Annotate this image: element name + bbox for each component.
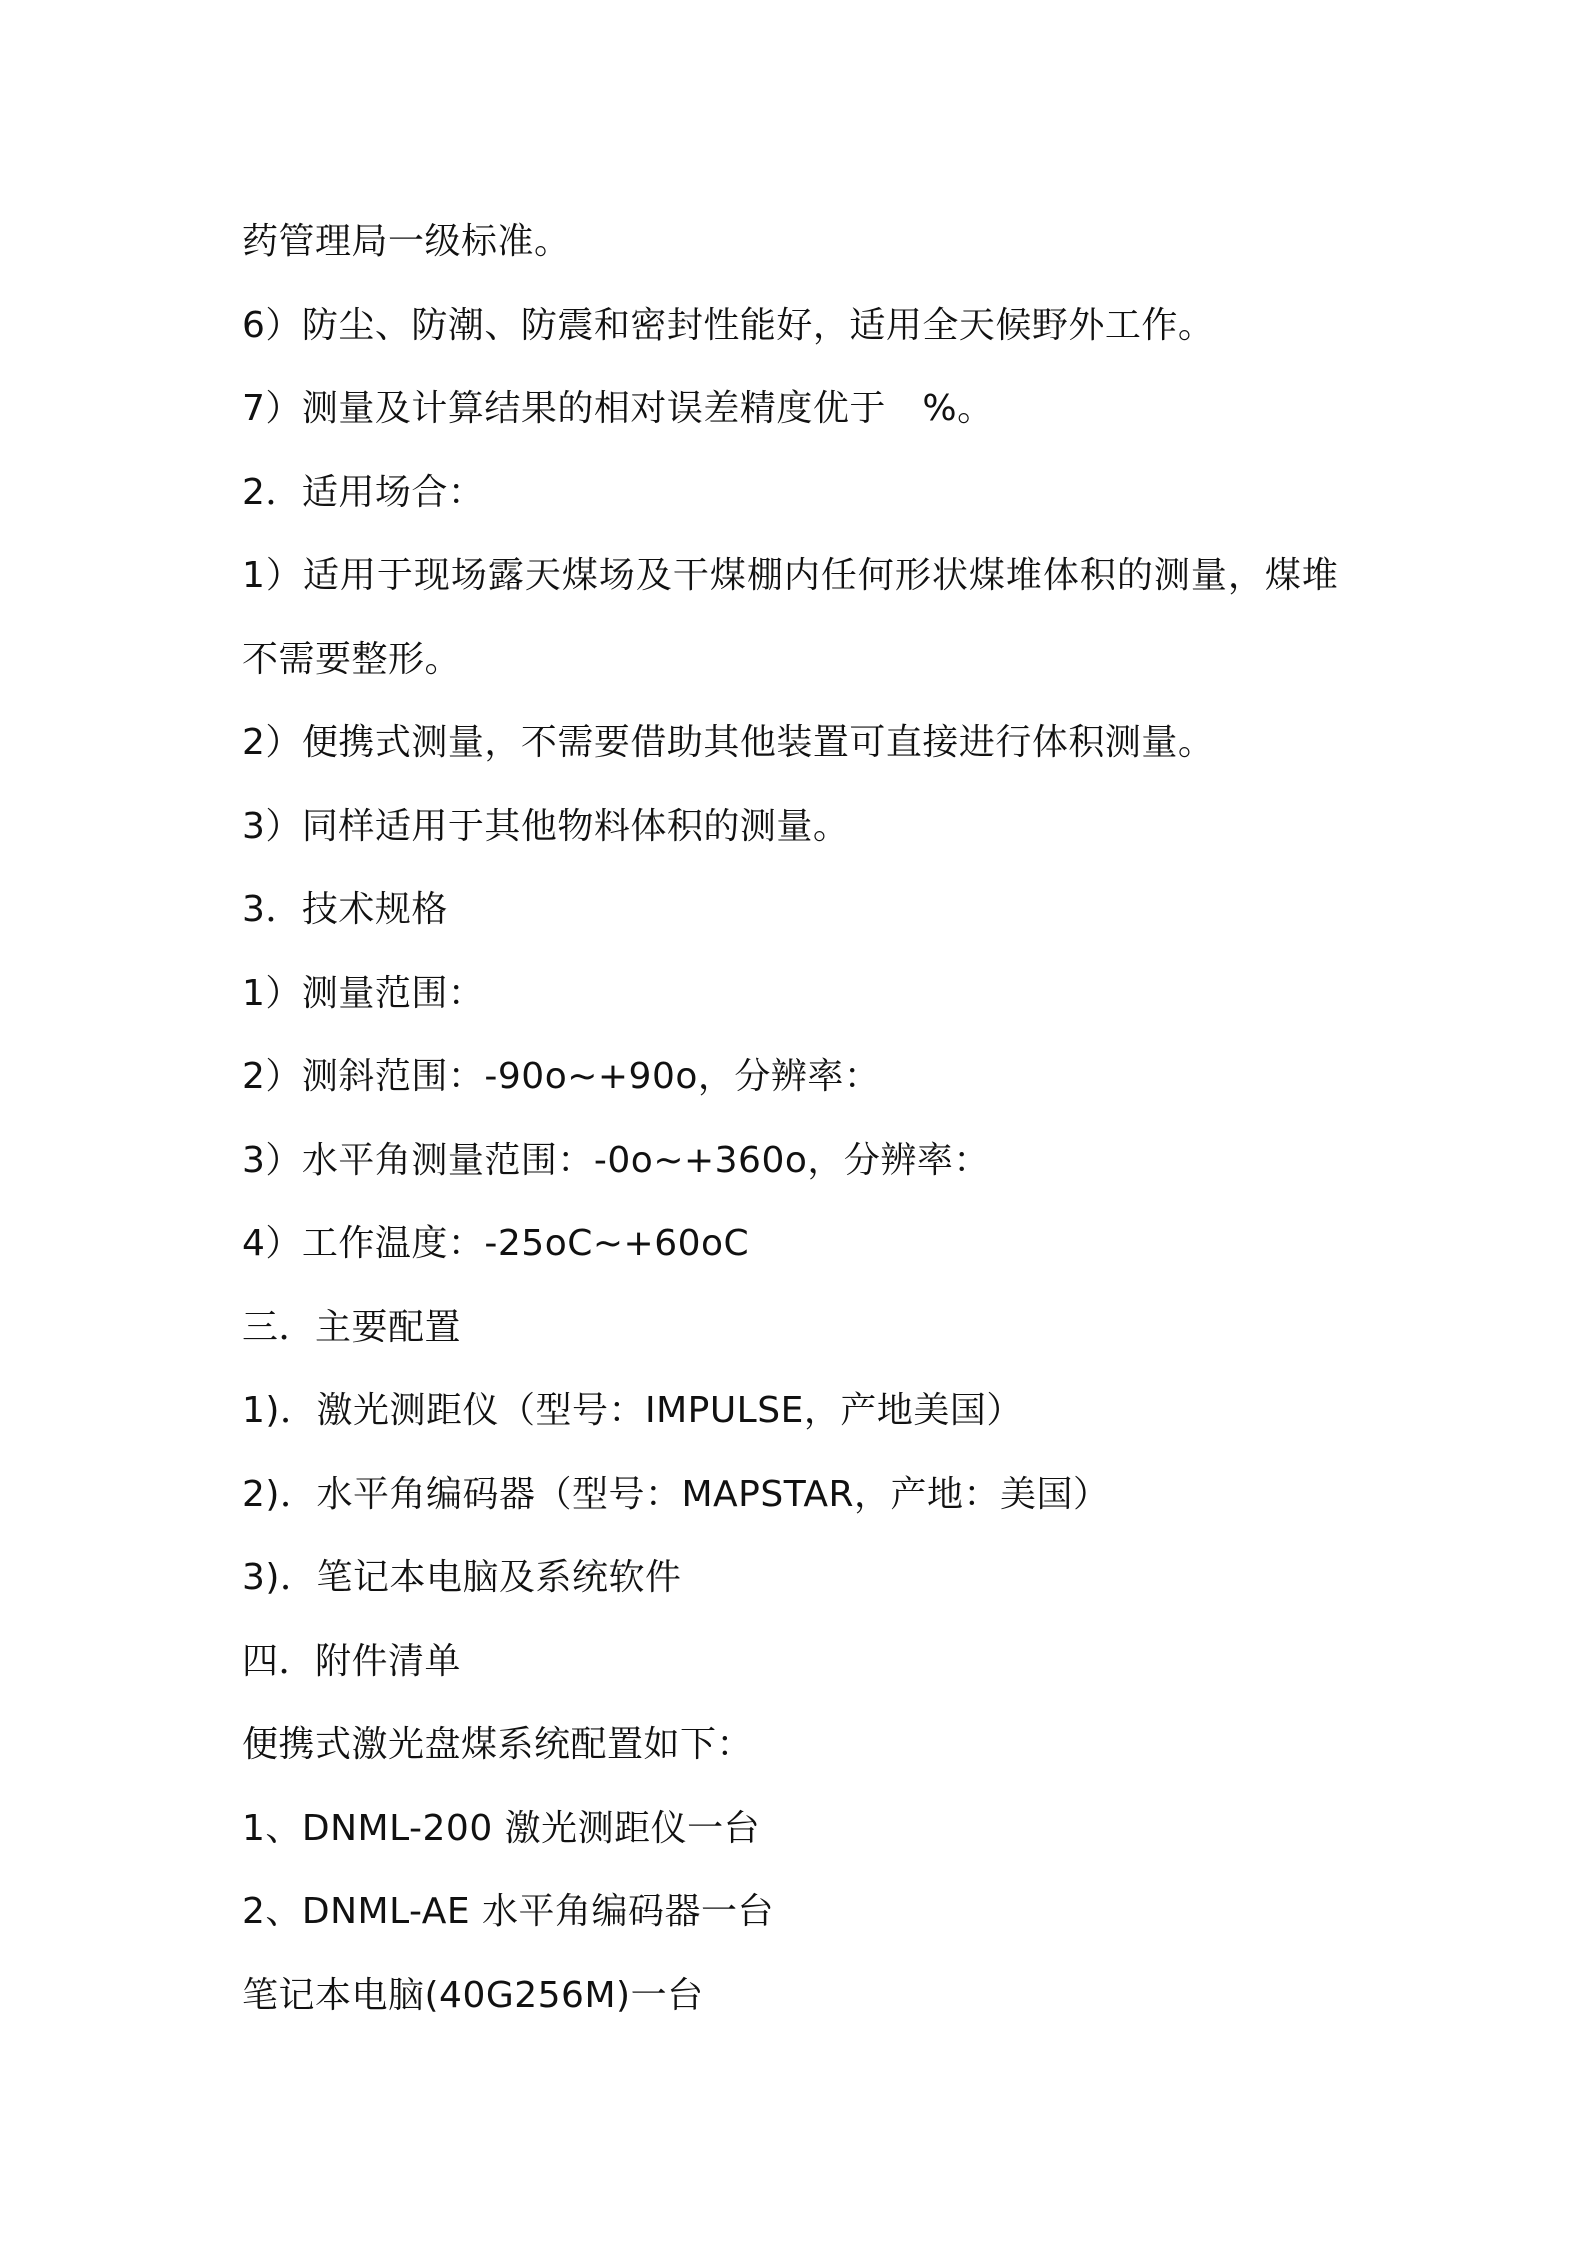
text-line: 1）适用于现场露天煤场及干煤棚内任何形状煤堆体积的测量，煤堆 (242, 555, 1339, 596)
text-line: 6）防尘、防潮、防震和密封性能好，适用全天候野外工作。 (242, 304, 1215, 346)
text-line: 7）测量及计算结果的相对误差精度优于 %。 (242, 388, 994, 429)
section-heading: 四．附件清单 (242, 1640, 462, 1682)
text-line: 药管理局一级标准。 (242, 221, 571, 262)
text-line: 1）测量范围： (242, 972, 485, 1014)
text-line: 4）工作温度：-25oC~+60oC (242, 1223, 750, 1264)
text-line: 便携式激光盘煤系统配置如下： (242, 1724, 754, 1765)
text-line: 2）测斜范围：-90o~+90o，分辨率： (242, 1056, 881, 1097)
text-line: 1)．激光测距仪（型号：IMPULSE，产地美国） (242, 1390, 1023, 1431)
text-line: 3）水平角测量范围：-0o~+360o，分辨率： (242, 1139, 990, 1181)
text-line: 3）同样适用于其他物料体积的测量。 (242, 805, 850, 847)
section-heading: 3．技术规格 (242, 889, 448, 930)
text-line: 3)．笔记本电脑及系统软件 (242, 1557, 682, 1598)
section-heading: 三．主要配置 (242, 1306, 462, 1348)
section-heading: 2．适用场合： (242, 471, 485, 513)
document-body (242, 200, 1372, 2037)
text-line: 笔记本电脑(40G256M)一台 (242, 1974, 704, 2016)
text-line: 2）便携式测量，不需要借助其他装置可直接进行体积测量。 (242, 722, 1215, 763)
text-line: 1、DNML-200 激光测距仪一台 (242, 1807, 761, 1849)
text-line: 2、DNML-AE 水平角编码器一台 (242, 1891, 775, 1932)
text-line: 不需要整形。 (242, 638, 462, 680)
text-line: 2)．水平角编码器（型号：MAPSTAR，产地：美国） (242, 1473, 1110, 1515)
